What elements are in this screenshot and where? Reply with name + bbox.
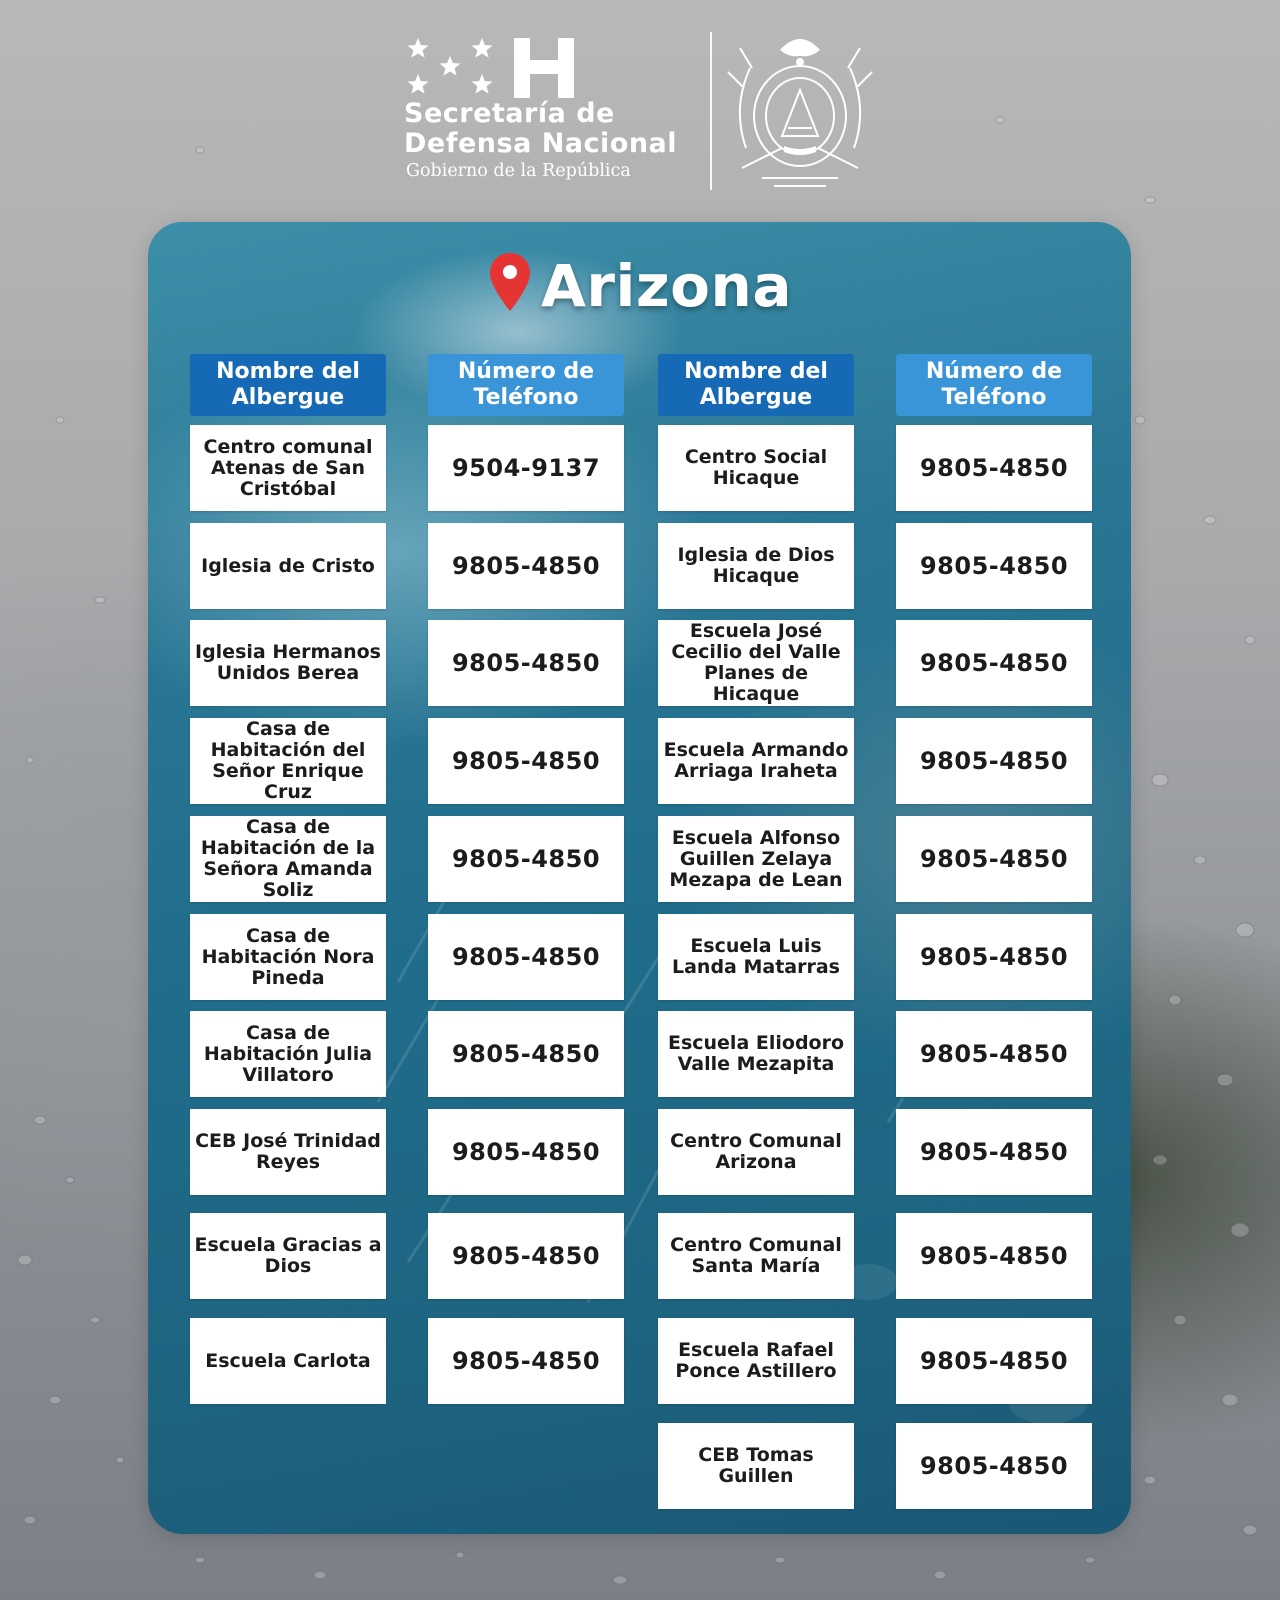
shelter-name-cell: Iglesia Hermanos Unidos Berea: [190, 620, 386, 706]
phone-number-cell: 9805-4850: [428, 1011, 624, 1097]
shelter-name-cell: Centro Comunal Santa María: [658, 1213, 854, 1299]
shelter-name-cell: Escuela Luis Landa Matarras: [658, 914, 854, 1000]
phone-number-cell: 9805-4850: [896, 620, 1092, 706]
right-phone-header: Número de Teléfono: [896, 354, 1092, 416]
phone-number-cell: 9805-4850: [428, 523, 624, 609]
shelter-name-cell: Escuela Gracias a Dios: [190, 1213, 386, 1299]
shelter-name-cell: Escuela Rafael Ponce Astillero: [658, 1318, 854, 1404]
shelter-name-cell: CEB José Trinidad Reyes: [190, 1109, 386, 1195]
shelter-name-cell: Escuela Carlota: [190, 1318, 386, 1404]
five-stars-icon: [404, 36, 500, 102]
phone-number-cell: 9805-4850: [428, 1109, 624, 1195]
title-row: [148, 252, 1131, 320]
phone-number-cell: 9805-4850: [428, 914, 624, 1000]
location-pin-icon: [487, 251, 533, 313]
phone-number-cell: 9805-4850: [428, 1318, 624, 1404]
left-phone-header: Número de Teléfono: [428, 354, 624, 416]
phone-number-cell: 9805-4850: [896, 1109, 1092, 1195]
right-name-header: Nombre del Albergue: [658, 354, 854, 416]
phone-number-cell: 9805-4850: [896, 816, 1092, 902]
phone-number-cell: 9805-4850: [896, 1318, 1092, 1404]
ministry-logo: [404, 36, 704, 196]
page-title: Arizona: [541, 252, 792, 320]
phone-number-cell: 9805-4850: [428, 718, 624, 804]
org-name-line2: Defensa Nacional: [404, 128, 678, 159]
shelter-name-cell: Iglesia de Cristo: [190, 523, 386, 609]
shelter-name-cell: Escuela José Cecilio del Valle Planes de Hicaque: [658, 620, 854, 706]
government-line: Gobierno de la República: [406, 161, 631, 181]
shelter-name-cell: Escuela Alfonso Guillen Zelaya Mezapa de Lean: [658, 816, 854, 902]
phone-number-cell: 9805-4850: [896, 1423, 1092, 1509]
shelter-name-cell: Escuela Armando Arriaga Iraheta: [658, 718, 854, 804]
org-name-line1: Secretaría de: [404, 98, 615, 129]
phone-number-cell: 9805-4850: [896, 425, 1092, 511]
shelter-panel: [148, 222, 1131, 1534]
shelter-name-cell: Centro Comunal Arizona: [658, 1109, 854, 1195]
phone-number-cell: 9805-4850: [428, 620, 624, 706]
shelter-name-cell: Escuela Eliodoro Valle Mezapita: [658, 1011, 854, 1097]
shelter-name-cell: Casa de Habitación de la Señora Amanda Soliz: [190, 816, 386, 902]
phone-number-cell: 9805-4850: [896, 1011, 1092, 1097]
shelter-name-cell: Centro Social Hicaque: [658, 425, 854, 511]
shelter-name-cell: Iglesia de Dios Hicaque: [658, 523, 854, 609]
left-name-header: Nombre del Albergue: [190, 354, 386, 416]
phone-number-cell: 9805-4850: [896, 523, 1092, 609]
header-divider: [710, 32, 712, 190]
shelter-name-cell: Centro comunal Atenas de San Cristóbal: [190, 425, 386, 511]
coat-of-arms-icon: [722, 28, 878, 194]
shelter-name-cell: Casa de Habitación del Señor Enrique Cruz: [190, 718, 386, 804]
shelter-name-cell: Casa de Habitación Julia Villatoro: [190, 1011, 386, 1097]
phone-number-cell: 9805-4850: [896, 1213, 1092, 1299]
phone-number-cell: 9805-4850: [896, 914, 1092, 1000]
shelter-name-cell: Casa de Habitación Nora Pineda: [190, 914, 386, 1000]
phone-number-cell: 9805-4850: [428, 816, 624, 902]
phone-number-cell: 9805-4850: [896, 718, 1092, 804]
phone-number-cell: 9504-9137: [428, 425, 624, 511]
shelter-name-cell: CEB Tomas Guillen: [658, 1423, 854, 1509]
h-letter-icon: [514, 38, 574, 98]
phone-number-cell: 9805-4850: [428, 1213, 624, 1299]
